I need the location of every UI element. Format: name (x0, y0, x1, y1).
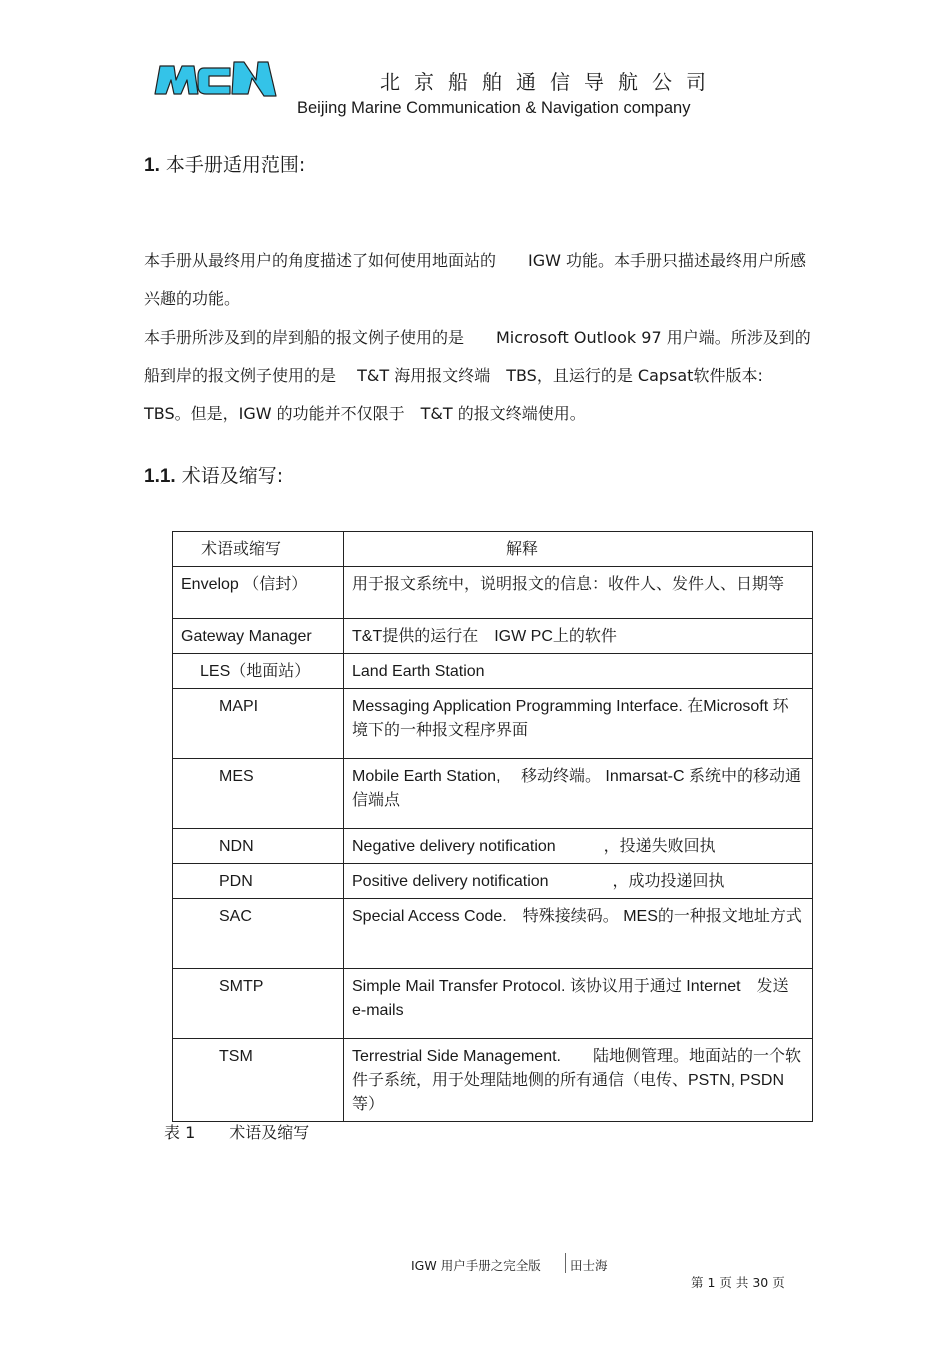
term-cell: Gateway Manager (173, 619, 344, 654)
footer-divider (565, 1253, 566, 1273)
table-row (173, 1039, 813, 1122)
table-header-term: 术语或缩写 (173, 532, 344, 567)
table-row (173, 864, 813, 899)
definition-cell: Special Access Code. 特殊接续码。 MES的一种报文地址方式 (344, 899, 813, 969)
section-title: 本手册适用范围: (165, 154, 306, 176)
definition-cell: Simple Mail Transfer Protocol. 该协议用于通过 Internet 发送 e-mails (344, 969, 813, 1039)
definition-cell: Mobile Earth Station, 移动终端。 Inmarsat-C 系统中的移动通信端点 (344, 759, 813, 829)
table-row (173, 567, 813, 619)
company-name-english: Beijing Marine Communication & Navigation company (297, 99, 691, 117)
term-cell: SMTP (173, 969, 344, 1039)
term-cell: LES（地面站） (173, 654, 344, 689)
logo-letter-n (232, 62, 276, 96)
logo-letter-c (198, 68, 230, 94)
term-cell: MAPI (173, 689, 344, 759)
table-caption (164, 1120, 309, 1143)
definition-cell: 用于报文系统中，说明报文的信息：收件人、发件人、日期等 (344, 567, 813, 619)
definition-cell: Negative delivery notification ，投递失败回执 (344, 829, 813, 864)
footer-author: 田士海 (570, 1258, 608, 1273)
logo-letter-m (155, 66, 198, 94)
section-title: 术语及缩写: (181, 465, 284, 487)
intro-paragraph-2: 本手册所涉及到的岸到船的报文例子使用的是 Microsoft Outlook 97 用户端。所涉及到的船到岸的报文例子使用的是 T&T 海用报文终端 TBS，且运行的是 Capsat软件版本: TBS。但是，IGW 的功能并不仅限于 T&T 的报文终端使用。 (144, 327, 811, 424)
term-cell: SAC (173, 899, 344, 969)
intro-text (144, 242, 814, 433)
intro-paragraph-1: 本手册从最终用户的角度描述了如何使用地面站的 IGW 功能。本手册只描述最终用户所感兴趣的功能。 (144, 251, 807, 309)
term-cell: PDN (173, 864, 344, 899)
definition-cell: Terrestrial Side Management. 陆地侧管理。地面站的一个软件子系统，用于处理陆地侧的所有通信（电传、PSTN, PSDN等） (344, 1039, 813, 1122)
caption-text: 术语及缩写 (229, 1123, 310, 1142)
term-cell: Envelop （信封） (173, 567, 344, 619)
terms-table (172, 531, 813, 1122)
section-number: 1. (144, 155, 160, 176)
table-row (173, 899, 813, 969)
table-row (173, 969, 813, 1039)
caption-number: 表 1 (164, 1123, 196, 1142)
table-row (173, 829, 813, 864)
table-header-row (173, 532, 813, 567)
company-logo (152, 56, 278, 100)
section-number: 1.1. (144, 466, 176, 487)
term-cell: MES (173, 759, 344, 829)
table-row (173, 654, 813, 689)
company-name-chinese: 北京船舶通信导航公司 (380, 70, 720, 94)
section-heading-1 (144, 150, 305, 177)
table-row (173, 759, 813, 829)
footer-document-title: IGW 用户手册之完全版 (411, 1258, 541, 1273)
table-header-definition: 解释 (344, 532, 813, 567)
table-row (173, 619, 813, 654)
definition-cell: T&T提供的运行在 IGW PC上的软件 (344, 619, 813, 654)
term-cell: TSM (173, 1039, 344, 1122)
table-row (173, 689, 813, 759)
definition-cell: Positive delivery notification ，成功投递回执 (344, 864, 813, 899)
term-cell: NDN (173, 829, 344, 864)
section-heading-1-1 (144, 461, 283, 488)
definition-cell: Messaging Application Programming Interface. 在Microsoft 环境下的一种报文程序界面 (344, 689, 813, 759)
definition-cell: Land Earth Station (344, 654, 813, 689)
page-number: 第 1 页 共 30 页 (691, 1275, 785, 1290)
